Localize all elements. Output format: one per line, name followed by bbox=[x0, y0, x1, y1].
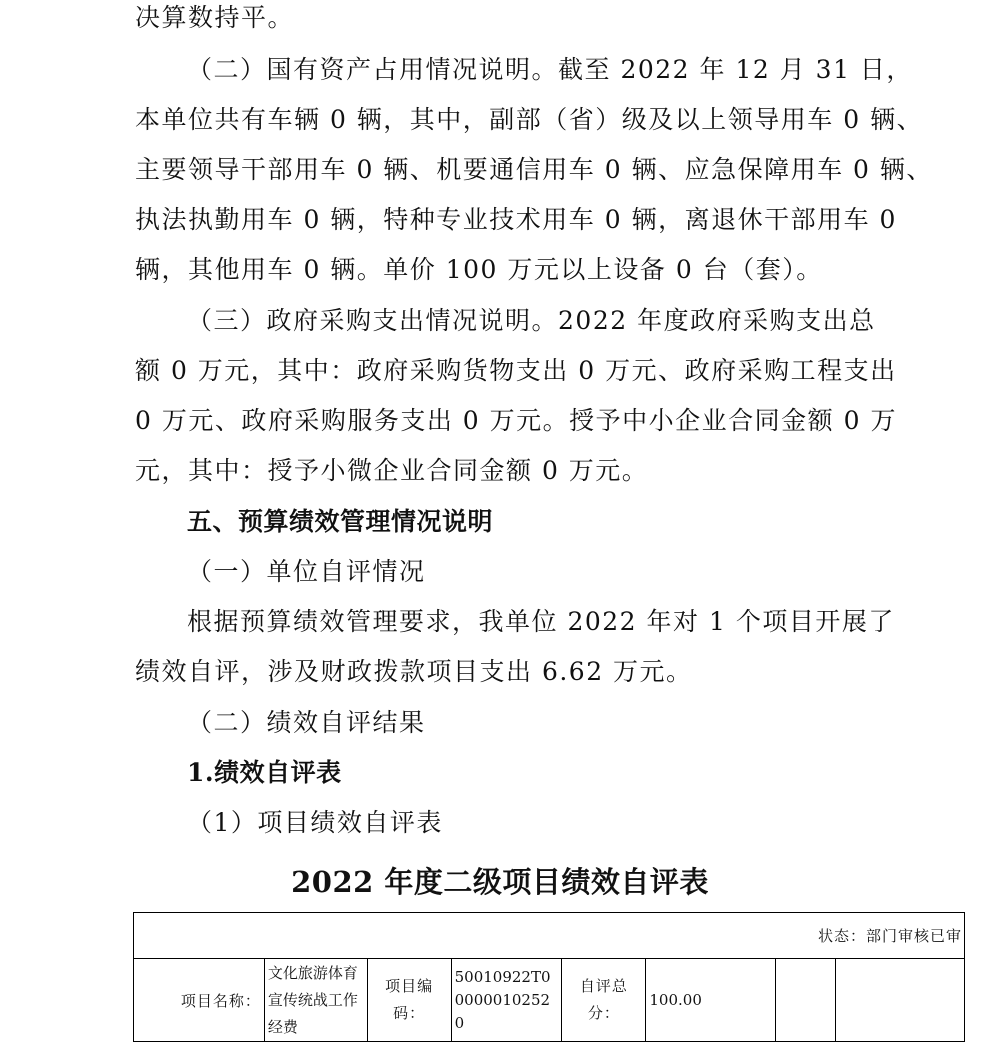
subsection-heading: （二）绩效自评结果 bbox=[187, 708, 426, 737]
table-row bbox=[134, 959, 965, 1042]
paragraph-line: 绩效自评，涉及财政拨款项目支出 6.62 万元。 bbox=[135, 657, 693, 686]
paragraph-line: 执法执勤用车 0 辆，特种专业技术用车 0 辆，离退休干部用车 0 bbox=[135, 205, 897, 234]
paragraph-line: 元，其中：授予小微企业合同金额 0 万元。 bbox=[135, 456, 649, 485]
section-heading: 五、预算绩效管理情况说明 bbox=[187, 507, 494, 536]
project-code-label: 项目编码： bbox=[367, 959, 451, 1042]
paragraph-line: 主要领导干部用车 0 辆、机要通信用车 0 辆、应急保障用车 0 辆、 bbox=[135, 155, 933, 184]
table-row bbox=[134, 913, 965, 959]
score-label: 自评总分： bbox=[562, 959, 646, 1042]
paragraph-line: 0 万元、政府采购服务支出 0 万元。授予中小企业合同金额 0 万 bbox=[135, 406, 897, 435]
status-cell: 状态：部门审核已审 bbox=[134, 913, 965, 959]
paragraph-line: 决算数持平。 bbox=[135, 3, 295, 32]
paragraph-line: 辆，其他用车 0 辆。单价 100 万元以上设备 0 台（套）。 bbox=[135, 255, 823, 284]
paragraph-line: （二）国有资产占用情况说明。截至 2022 年 12 月 31 日， bbox=[187, 55, 913, 84]
paragraph-line: 本单位共有车辆 0 辆，其中，副部（省）级及以上领导用车 0 辆、 bbox=[135, 105, 924, 134]
evaluation-table bbox=[133, 912, 965, 1042]
project-code-value: 50010922T000000102520 bbox=[451, 959, 562, 1042]
subheading: （1）项目绩效自评表 bbox=[187, 808, 443, 837]
table-title: 2022 年度二级项目绩效自评表 bbox=[291, 865, 709, 899]
score-value: 100.00 bbox=[646, 959, 776, 1042]
project-name-label: 项目名称： bbox=[134, 959, 265, 1042]
paragraph-line: 额 0 万元，其中：政府采购货物支出 0 万元、政府采购工程支出 bbox=[135, 356, 897, 385]
paragraph-line: （三）政府采购支出情况说明。2022 年度政府采购支出总 bbox=[187, 306, 876, 335]
empty-cell bbox=[836, 959, 965, 1042]
empty-cell bbox=[776, 959, 836, 1042]
project-name-value: 文化旅游体育宣传统战工作经费 bbox=[264, 959, 367, 1042]
subsection-heading: （一）单位自评情况 bbox=[187, 557, 426, 586]
subheading-bold: 1.绩效自评表 bbox=[187, 758, 342, 787]
paragraph-line: 根据预算绩效管理要求，我单位 2022 年对 1 个项目开展了 bbox=[187, 607, 895, 636]
